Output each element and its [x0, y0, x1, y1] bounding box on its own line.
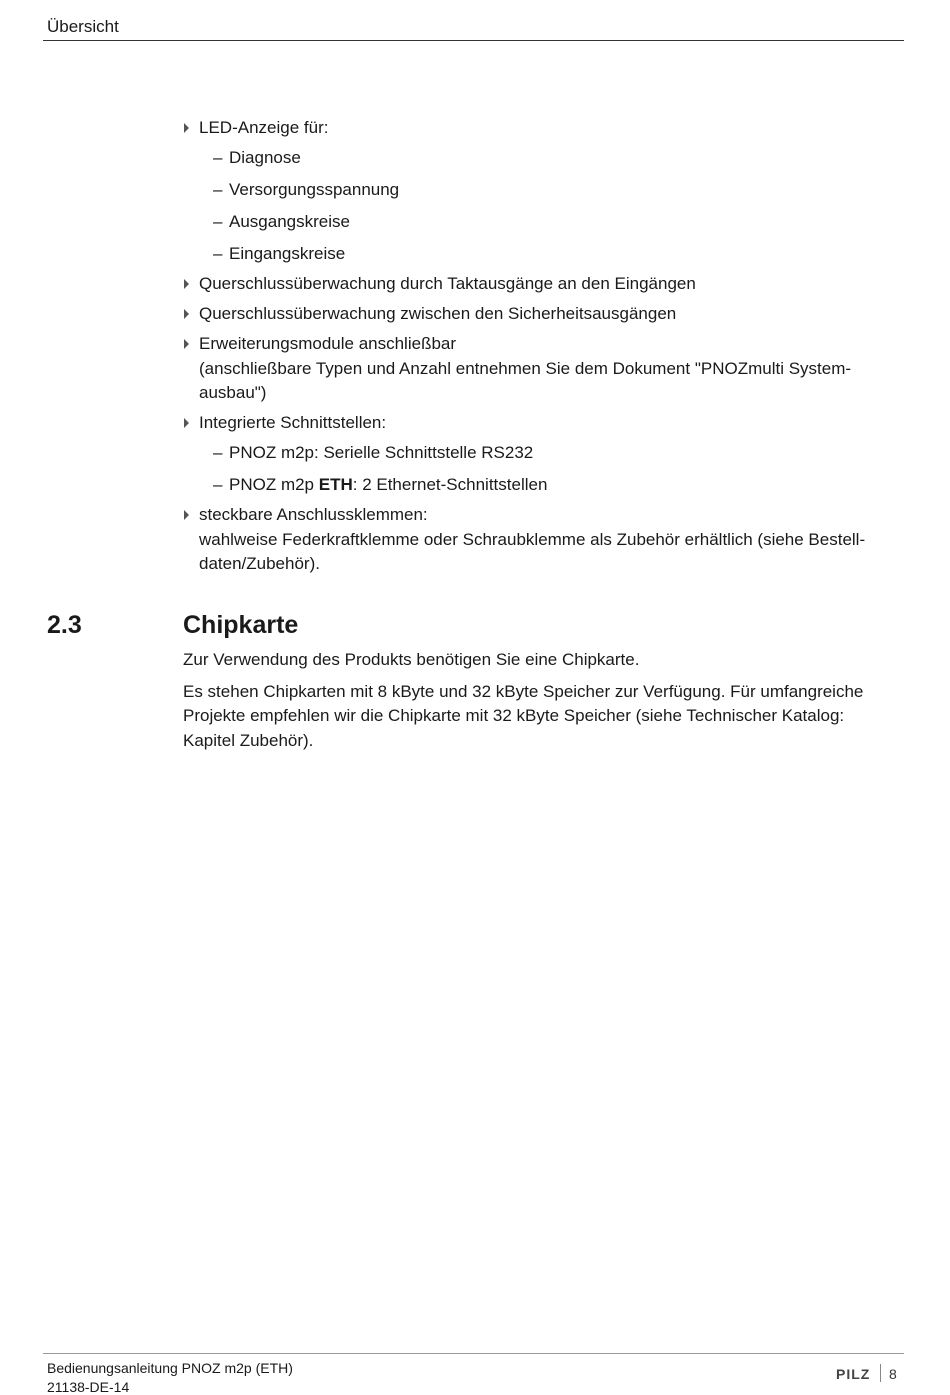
list-item-text: wahlweise Federkraftklemme oder Schraubklemme als Zubehör erhältlich (siehe Bestell-: [199, 529, 866, 549]
list-item-cross-circuit-outputs: [183, 302, 903, 327]
sub-item: [183, 473, 903, 498]
footer-rule: [43, 1353, 904, 1354]
triangle-bullet-icon: [184, 418, 189, 428]
sub-item-text: Ausgangskreise: [229, 212, 350, 231]
dash-icon: –: [213, 212, 223, 231]
sub-item: [183, 210, 903, 235]
list-item-text: ausbau"): [199, 383, 267, 402]
triangle-bullet-icon: [184, 309, 189, 319]
triangle-bullet-icon: [184, 123, 189, 133]
sub-item-text: Diagnose: [229, 148, 301, 167]
list-item-led: [183, 116, 903, 141]
page-number: 8: [889, 1366, 897, 1382]
triangle-bullet-icon: [184, 339, 189, 349]
triangle-bullet-icon: [184, 279, 189, 289]
sub-item-bold-text: ETH: [318, 475, 353, 494]
section-number: 2.3: [47, 611, 82, 639]
paragraph-line: Projekte empfehlen wir die Chipkarte mit 32 kByte Speicher (siehe Technischer Katalog:: [183, 706, 845, 725]
triangle-bullet-icon: [184, 510, 189, 520]
paragraph-line: Es stehen Chipkarten mit 8 kByte und 32 kByte Speicher zur Verfügung. Für umfangreiche: [183, 681, 864, 701]
list-item-text: Querschlussüberwachung zwischen den Sicherheitsausgängen: [199, 304, 677, 323]
list-item-cross-circuit-inputs: [183, 272, 903, 297]
dash-icon: –: [213, 148, 223, 167]
footer-doc-title: Bedienungsanleitung PNOZ m2p (ETH): [47, 1360, 293, 1376]
footer-doc-number: 21138-DE-14: [47, 1379, 130, 1395]
paragraph: [183, 680, 903, 754]
dash-icon: –: [213, 180, 223, 199]
sub-item-text: : 2 Ethernet-Schnittstellen: [352, 475, 548, 494]
list-item-text: steckbare Anschlussklemmen:: [199, 505, 428, 524]
page-number-separator: [880, 1364, 881, 1382]
dash-icon: –: [213, 443, 223, 462]
dash-icon: –: [213, 244, 223, 263]
paragraph-line: Kapitel Zubehör).: [183, 730, 314, 750]
paragraph: Zur Verwendung des Produkts benötigen Sie eine Chipkarte.: [183, 650, 640, 669]
sub-item: [183, 441, 903, 466]
list-item-text: LED-Anzeige für:: [199, 118, 329, 137]
list-item-expansion-modules: [183, 332, 903, 406]
sub-item-text: Eingangskreise: [229, 244, 346, 263]
list-item-text: (anschließbare Typen und Anzahl entnehmen Sie dem Dokument "PNOZmulti System-: [199, 358, 852, 378]
sub-item-text: PNOZ m2p: Serielle Schnittstelle RS232: [229, 443, 534, 462]
feature-list: [183, 116, 903, 582]
pilz-logo: PILZ: [836, 1366, 871, 1382]
section-body: [183, 648, 903, 760]
list-item-interfaces: [183, 411, 903, 436]
dash-icon: –: [213, 475, 223, 494]
sub-item: [183, 146, 903, 171]
sub-item: [183, 242, 903, 267]
list-item-text: Integrierte Schnittstellen:: [199, 413, 387, 432]
list-item-text: daten/Zubehör).: [199, 554, 320, 573]
list-item-text: Querschlussüberwachung durch Taktausgänge an den Eingängen: [199, 274, 696, 293]
sub-item-text: PNOZ m2p: [229, 475, 319, 494]
list-item-text: Erweiterungsmodule anschließbar: [199, 334, 457, 353]
header-rule: [43, 40, 904, 41]
sub-item: [183, 178, 903, 203]
running-header-title: Übersicht: [47, 17, 119, 36]
sub-item-text: Versorgungsspannung: [229, 180, 400, 199]
list-item-terminals: [183, 503, 903, 577]
section-title: Chipkarte: [183, 611, 299, 639]
